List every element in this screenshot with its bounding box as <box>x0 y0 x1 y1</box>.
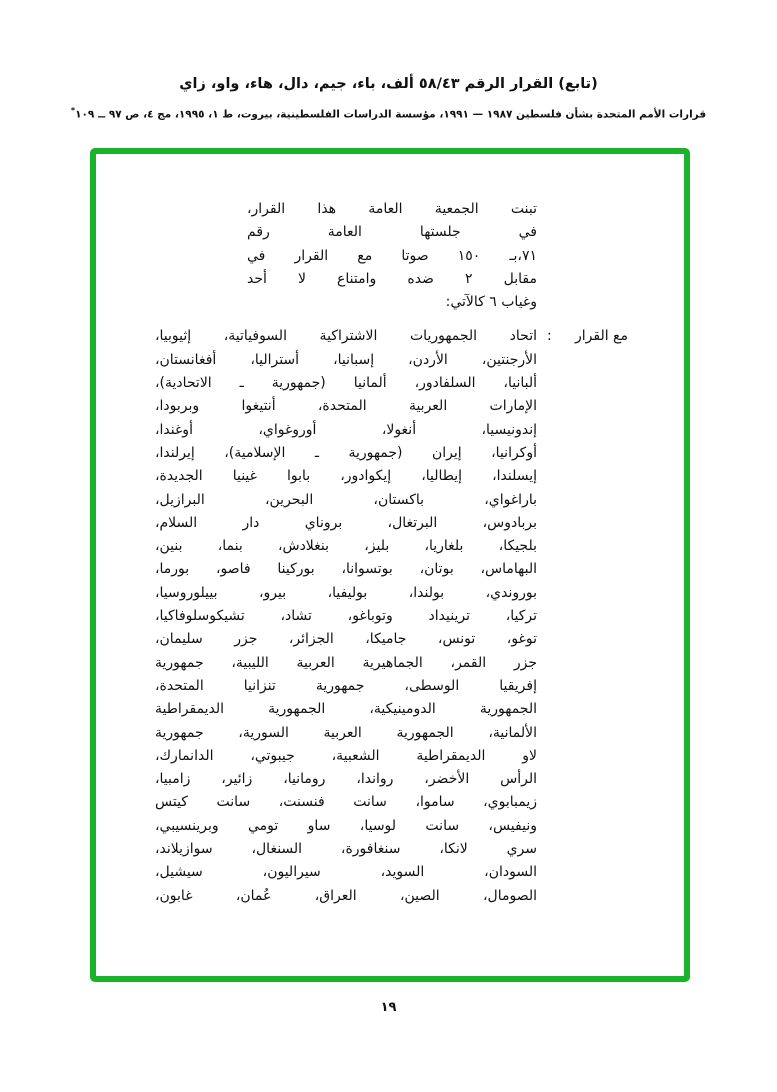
text-line: الرأس الأخضر، رواندا، رومانيا، زائير، زامبيا، <box>155 771 537 788</box>
text-line: بربادوس، البرتغال، بروناي دار السلام، <box>155 514 537 531</box>
text-line: تبنت الجمعية العامة هذا القرار، <box>247 201 537 217</box>
intro-paragraph <box>247 198 537 314</box>
text-line: ونيفيس، سانت لوسيا، ساو تومي وبرينسيبي، <box>155 817 537 834</box>
text-line: زيمبابوي، ساموا، سانت فنسنت، سانت كيتس <box>155 794 537 811</box>
vote-for-label-text: مع القرار <box>574 328 628 345</box>
text-line: إفريقيا الوسطى، جمهورية تنزانيا المتحدة، <box>155 677 537 694</box>
text-line: الأرجنتين، الأردن، إسبانيا، أستراليا، أفغانستان، <box>155 351 537 368</box>
text-line: باراغواي، باكستان، البحرين، البرازيل، <box>155 491 537 508</box>
text-line: إندونيسيا، أنغولا، أوروغواي، أوغندا، <box>155 421 537 438</box>
source-citation-line <box>0 106 777 121</box>
text-line: وغياب ٦ كالآتي: <box>445 294 537 311</box>
text-line: تركيا، ترينيداد وتوباغو، تشاد، تشيكوسلوفاكيا، <box>155 608 537 625</box>
text-line: البهاماس، بوتان، بوتسوانا، بوركينا فاصو، بورما، <box>155 561 537 578</box>
text-line: بوروندي، بولندا، بوليفيا، بيرو، بييلوروسيا، <box>155 584 537 601</box>
source-citation-text: قرارات الأمم المتحدة بشأن فلسطين ١٩٨٧ — ١٩٩١، مؤسسة الدراسات الفلسطينية، بيروت، ط ١، ١٩٩٥، مج ٤، ص ٩٧ ــ ١٠٩ <box>75 108 707 121</box>
green-border-frame <box>90 148 690 982</box>
text-line: الإمارات العربية المتحدة، أنتيغوا وبربودا، <box>155 398 537 415</box>
text-line: اتحاد الجمهوريات الاشتراكية السوفياتية، إثيوبيا، <box>155 328 537 345</box>
text-line: جزر القمر، الجماهيرية العربية الليبية، جمهورية <box>155 654 537 671</box>
resolution-title: (تابع) القرار الرقم ٥٨/٤٣ ألف، باء، جيم، دال، هاء، واو، زاي <box>179 76 598 92</box>
text-line: إيسلندا، إيطاليا، إيكوادور، بابوا غينيا الجديدة، <box>155 468 537 485</box>
text-line: الألمانية، الجمهورية العربية السورية، جمهورية <box>155 724 537 741</box>
text-line: توغو، تونس، جاميكا، الجزائر، جزر سليمان، <box>155 631 537 648</box>
text-line: سري لانكا، سنغافورة، السنغال، سوازيلاند، <box>155 841 537 858</box>
text-line: في جلستها العامة رقم <box>247 224 537 241</box>
document-body <box>96 154 684 908</box>
vote-for-label <box>545 325 628 907</box>
text-line: السودان، السويد، سيراليون، سيشيل، <box>155 864 537 881</box>
page-number: ١٩ <box>380 1000 397 1015</box>
text-line: ٧١،بـ ١٥٠ صوتا مع القرار في <box>247 247 537 264</box>
countries-for-list <box>155 325 537 907</box>
text-line: بلجيكا، بلغاريا، بليز، بنغلادش، بنما، بنين، <box>155 538 537 555</box>
text-line: لاو الديمقراطية الشعبية، جيبوتي، الدانمارك، <box>155 747 537 764</box>
vote-for-block <box>155 325 628 907</box>
text-line: الصومال، الصين، العراق، عُمان، غابون، <box>155 887 537 904</box>
text-line: الجمهورية الدومينيكية، الجمهورية الديمقراطية <box>155 701 537 718</box>
vote-label-colon: : <box>547 328 552 345</box>
text-line: ألبانيا، السلفادور، ألمانيا (جمهورية ـ الاتحادية)، <box>155 375 537 392</box>
footnote-mark: * <box>70 106 76 115</box>
text-line: أوكرانيا، إيران (جمهورية ـ الإسلامية)، إيرلندا، <box>155 444 537 461</box>
text-line: مقابل ٢ ضده وامتناع لا أحد <box>247 270 537 287</box>
